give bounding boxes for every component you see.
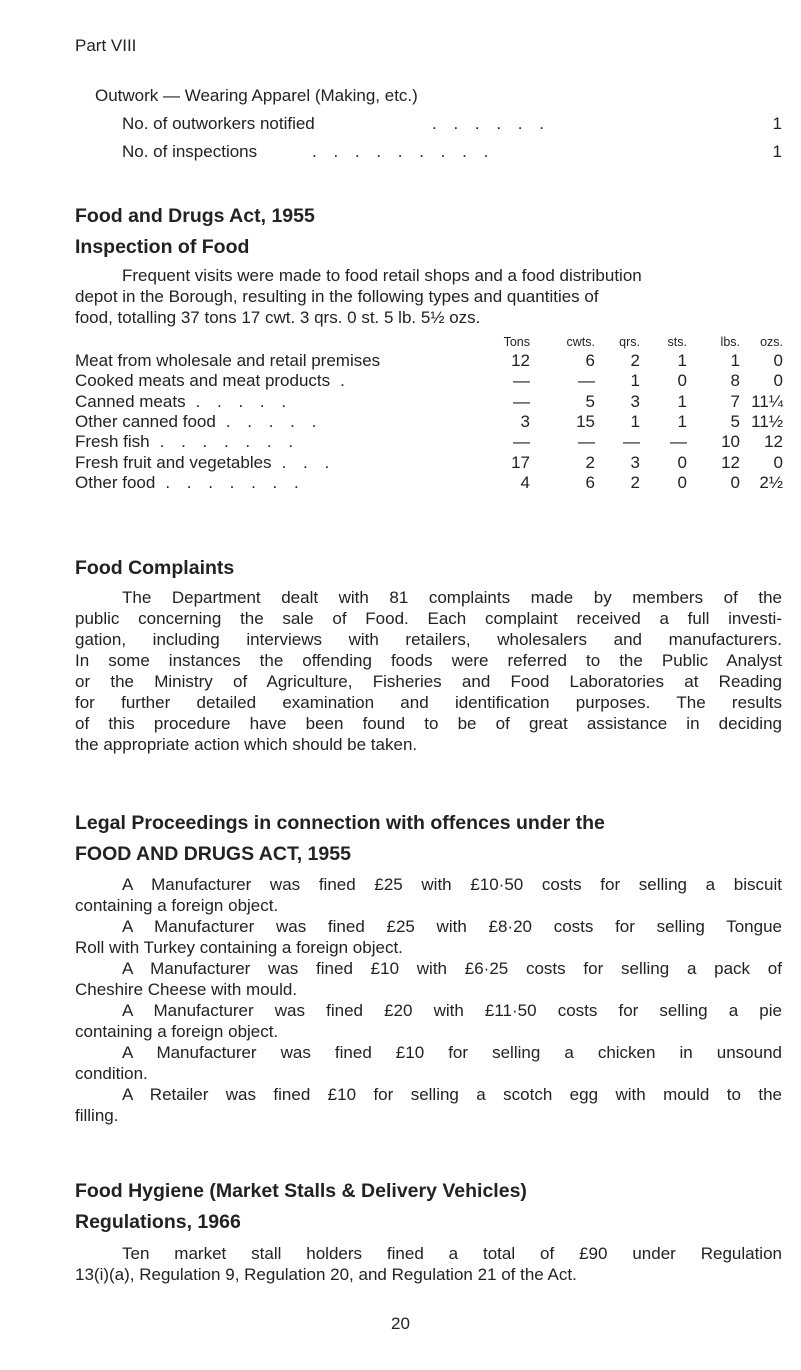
page-number: 20 (391, 1314, 410, 1333)
outwork-row-value: 1 (772, 114, 782, 133)
table-cell: 0 (773, 452, 783, 472)
intro-line: food, totalling 37 tons 17 cwt. 3 qrs. 0 st. 5 lb. 5½ ozs. (75, 308, 481, 327)
legal-case-line: A Manufacturer was fined £10 for selling a chicken in unsound (122, 1043, 782, 1062)
table-cell: 7 (730, 391, 740, 411)
table-cell: 11½ (751, 411, 783, 431)
table-cell: 3 (630, 391, 640, 411)
legal-case-line: condition. (75, 1064, 148, 1083)
complaints-line: public concerning the sale of Food. Each complaint received a full investi- (75, 609, 782, 628)
legal-heading: Legal Proceedings in connection with offences under the (75, 812, 605, 834)
legal-cases (75, 874, 782, 1126)
col-header-ozs: ozs. (760, 335, 783, 349)
table-cell: 1 (677, 391, 687, 411)
table-row-label: Meat from wholesale and retail premises (75, 351, 381, 370)
hygiene-line: Ten market stall holders fined a total of £90 under Regulation (122, 1244, 782, 1263)
legal-case-line: containing a foreign object. (75, 1022, 279, 1041)
table-cell: 17 (511, 452, 530, 472)
part-label: Part VIII (75, 36, 137, 55)
table-cell: — (578, 432, 595, 452)
leader-dots: . . . . . (225, 411, 323, 431)
complaints-line: of this procedure have been found to be of great assistance in deciding (75, 714, 782, 733)
leader-dots: . (340, 371, 351, 391)
table-cell: 5 (585, 391, 595, 411)
table-cell: 11¼ (751, 391, 783, 411)
legal-case-line: A Manufacturer was fined £10 with £6·25 costs for selling a pack of (122, 959, 782, 978)
table-cell: 3 (520, 411, 530, 431)
legal-case-line: containing a foreign object. (75, 896, 279, 915)
table-cell: 0 (677, 472, 687, 492)
table-cell: 0 (677, 371, 687, 391)
hygiene-line: 13(i)(a), Regulation 9, Regulation 20, and Regulation 21 of the Act. (75, 1265, 577, 1284)
outwork-row-value: 1 (772, 142, 782, 161)
table-cell: 1 (730, 351, 740, 370)
complaints-line: gation, including interviews with retailers, wholesalers and manufacturers. (75, 630, 782, 649)
col-header-cwts: cwts. (566, 335, 595, 349)
outwork-row-label: No. of outworkers notified (122, 114, 315, 133)
complaints-line: or the Ministry of Agriculture, Fisheries and Food Laboratories at Reading (75, 672, 782, 691)
col-header-qrs: qrs. (619, 335, 640, 349)
col-header-sts: sts. (667, 335, 687, 349)
complaints-heading: Food Complaints (75, 557, 235, 579)
legal-case-line: A Manufacturer was fined £25 with £8·20 costs for selling Tongue (122, 917, 782, 936)
legal-case-line: Roll with Turkey containing a foreign object. (75, 938, 403, 957)
table-row-label: Other food (75, 472, 156, 492)
leader-dots: . . . . . . (432, 114, 550, 133)
table-cell: 2 (630, 472, 640, 492)
inspection-heading: Inspection of Food (75, 236, 250, 258)
table-cell: — (513, 432, 530, 452)
intro-line: depot in the Borough, resulting in the following types and quantities of (75, 287, 599, 306)
legal-case-line: Cheshire Cheese with mould. (75, 980, 298, 999)
legal-case-line: A Manufacturer was fined £20 with £11·50 costs for selling a pie (122, 1001, 782, 1020)
table-cell: 15 (576, 411, 595, 431)
col-header-lbs: lbs. (720, 335, 740, 349)
table-cell: — (513, 371, 530, 391)
leader-dots: . . . . . . . . . (312, 142, 495, 161)
complaints-line: In some instances the offending foods were referred to the Public Analyst (75, 651, 782, 670)
table-cell: 0 (773, 351, 783, 370)
table-cell: — (670, 432, 687, 452)
table-cell: 8 (730, 371, 740, 391)
leader-dots: . . . (281, 452, 336, 472)
table-cell: 1 (677, 411, 687, 431)
table-cell: 6 (585, 351, 595, 370)
hygiene-paragraph (75, 1243, 782, 1285)
table-row-label: Canned meats (75, 391, 186, 411)
table-cell: 2½ (759, 472, 783, 492)
complaints-line: the appropriate action which should be taken. (75, 735, 418, 754)
hygiene-heading-regs: Regulations, 1966 (75, 1211, 241, 1233)
table-cell: 1 (677, 351, 687, 370)
leader-dots: . . . . . (195, 391, 293, 411)
table-row-label: Other canned food (75, 411, 216, 431)
outwork-row-label: No. of inspections (122, 142, 258, 161)
table-cell: 0 (730, 472, 740, 492)
food-drugs-heading: Food and Drugs Act, 1955 (75, 205, 315, 227)
legal-case-line: A Manufacturer was fined £25 with £10·50 costs for selling a biscuit (122, 875, 782, 894)
table-cell: 2 (585, 452, 595, 472)
outwork-title: Outwork — Wearing Apparel (Making, etc.) (95, 86, 418, 105)
table-row-label: Fresh fish (75, 432, 150, 452)
table-cell: 0 (773, 371, 783, 391)
table-cell: 12 (764, 432, 783, 452)
complaints-line: The Department dealt with 81 complaints made by members of the (122, 588, 782, 607)
table-cell: 12 (511, 351, 530, 370)
table-cell: 4 (520, 472, 530, 492)
table-cell: 5 (730, 411, 740, 431)
table-cell: 1 (630, 411, 640, 431)
complaints-paragraph (75, 587, 782, 755)
leader-dots: . . . . . . . (159, 432, 300, 452)
table-row-label: Fresh fruit and vegetables (75, 452, 272, 472)
legal-case-line: A Retailer was fined £10 for selling a scotch egg with mould to the (122, 1085, 782, 1104)
table-cell: 6 (585, 472, 595, 492)
hygiene-heading: Food Hygiene (Market Stalls & Delivery Vehicles) (75, 1180, 527, 1202)
table-cell: 1 (630, 371, 640, 391)
table-cell: 10 (721, 432, 740, 452)
table-cell: — (578, 371, 595, 391)
table-cell: 12 (721, 452, 740, 472)
legal-heading-act: FOOD AND DRUGS ACT, 1955 (75, 843, 351, 865)
leader-dots: . . . . . . . (165, 472, 305, 492)
legal-case-line: filling. (75, 1106, 119, 1125)
intro-line: Frequent visits were made to food retail shops and a food distribution (122, 266, 642, 285)
col-header-tons: Tons (503, 335, 530, 349)
complaints-line: for further detailed examination and identification purposes. The results (75, 693, 782, 712)
table-cell: 2 (630, 351, 640, 370)
table-cell: 3 (630, 452, 640, 472)
table-cell: 0 (677, 452, 687, 472)
table-row-label: Cooked meats and meat products (75, 371, 331, 391)
table-cell: — (623, 432, 640, 452)
table-cell: — (513, 391, 530, 411)
